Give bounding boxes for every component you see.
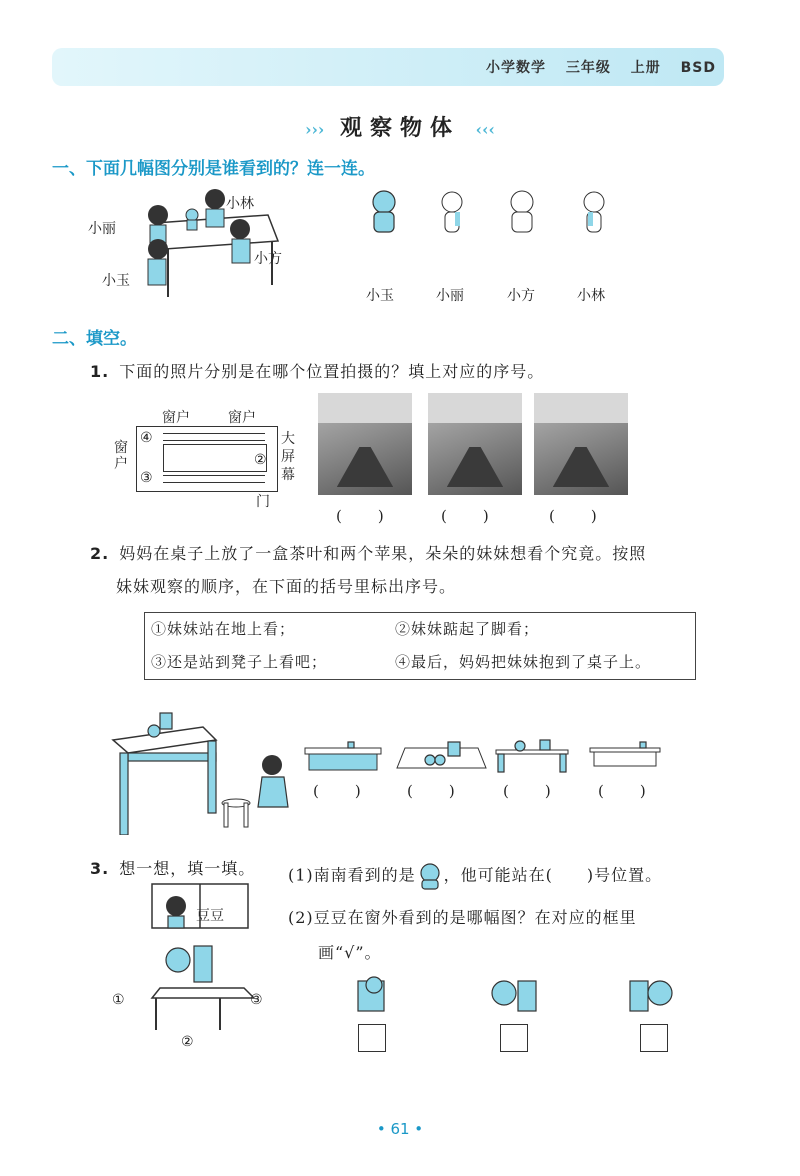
view-ground-level [305, 742, 381, 770]
q3-table-scene [150, 938, 260, 1038]
toy-view-back [511, 191, 533, 232]
toy-front-icon [416, 862, 444, 890]
name-xiaolin: 小林 [226, 196, 254, 212]
toy-view-front [373, 191, 395, 232]
q2-text [90, 541, 646, 564]
q2-blank-2[interactable]: ( ) [407, 782, 457, 800]
toy-views [362, 188, 622, 238]
option-1: 小玉 [366, 288, 394, 304]
q3-part1-b[interactable]: ，他可能站在( )号位置。 [443, 865, 663, 885]
position-4: ④ [140, 430, 153, 446]
q1-prompt: 下面的照片分别是在哪个位置拍摄的？填上对应的序号。 [119, 362, 545, 381]
header-info [472, 57, 716, 77]
q3-part2-line-2: 画“√”。 [318, 943, 382, 962]
header-grade: 三年级 [565, 60, 611, 76]
q2-table-scene [108, 705, 298, 835]
q3-prompt: 想一想，填一填。 [119, 859, 256, 878]
row-seats-top [163, 433, 265, 441]
q2-blank-1[interactable]: ( ) [313, 782, 363, 800]
q3-text [90, 856, 255, 879]
position-3: ③ [140, 470, 153, 486]
q2-step-3: ③还是站到凳子上看吧； [151, 653, 328, 671]
name-doudou: 豆豆 [196, 908, 224, 924]
option-3: 小方 [507, 288, 535, 304]
label-window-top-1: 窗户 [162, 410, 190, 426]
position-1-q3: ① [112, 992, 125, 1008]
q2-number: 2. [90, 544, 110, 563]
q3-part1 [288, 862, 662, 890]
header-edition: BSD [680, 60, 716, 76]
toy-view-side-left [584, 192, 604, 232]
q2-line-2: 妹妹观察的顺序，在下面的括号里标出序号。 [116, 577, 457, 596]
meeting-table [163, 444, 267, 472]
photo-3 [534, 393, 628, 495]
header-subject: 小学数学 [486, 60, 546, 76]
photo-2 [428, 393, 522, 495]
q1-text [90, 359, 544, 382]
q1-blank-2[interactable]: ( ) [441, 507, 491, 525]
name-xiaoli: 小丽 [88, 221, 116, 237]
row-seats-bottom [163, 475, 265, 483]
title-chevron-left: ››› [305, 120, 325, 139]
q3-part2-line-1: (2)豆豆在窗外看到的是哪幅图？在对应的框里 [288, 908, 637, 927]
position-2: ② [254, 452, 267, 468]
section1-heading: 一、下面几幅图分别是谁看到的？连一连。 [52, 159, 375, 179]
q2-step-4: ④最后，妈妈把妹妹抱到了桌子上。 [395, 653, 652, 671]
q2-blank-4[interactable]: ( ) [598, 782, 648, 800]
view-on-table [397, 742, 486, 768]
photo-1 [318, 393, 412, 495]
page-number: • 61 • [376, 1120, 424, 1138]
title-chevron-right: ‹‹‹ [475, 120, 495, 139]
view-front-box [358, 977, 384, 1011]
q3-part1-a: (1)南南看到的是 [288, 865, 416, 885]
section2-heading: 二、填空。 [52, 329, 137, 349]
name-xiaoyu: 小玉 [102, 273, 130, 289]
page-title [0, 111, 800, 142]
view-on-stool [496, 740, 568, 772]
q2-steps-box [144, 612, 696, 680]
view-bear-right [630, 981, 672, 1011]
answer-box-2[interactable] [500, 1024, 528, 1052]
position-3-q3: ③ [250, 992, 263, 1008]
label-screen: 大屏幕 [281, 431, 295, 483]
option-2: 小丽 [436, 288, 464, 304]
q3-view-options [346, 975, 686, 1015]
option-4: 小林 [577, 288, 605, 304]
q2-line-1: 妈妈在桌子上放了一盒茶叶和两个苹果，朵朵的妹妹想看个究竟。按照 [119, 544, 647, 563]
q2-blank-3[interactable]: ( ) [503, 782, 553, 800]
q1-number: 1. [90, 362, 110, 381]
q2-step-2: ②妹妹踮起了脚看； [395, 620, 540, 638]
view-bear-left [492, 981, 536, 1011]
label-door: 门 [256, 494, 270, 510]
header-volume: 上册 [630, 60, 661, 76]
q2-view-options [300, 738, 670, 778]
name-xiaofang: 小方 [254, 251, 282, 267]
page-title-text: 观察物体 [339, 115, 460, 141]
label-window-left: 窗户 [114, 440, 128, 472]
toy-view-side-right [442, 192, 462, 232]
q3-number: 3. [90, 859, 110, 878]
view-tiptoe [590, 742, 660, 766]
answer-box-3[interactable] [640, 1024, 668, 1052]
answer-box-1[interactable] [358, 1024, 386, 1052]
label-window-top-2: 窗户 [228, 410, 256, 426]
q1-blank-3[interactable]: ( ) [549, 507, 599, 525]
position-2-q3: ② [181, 1034, 194, 1050]
q2-step-1: ①妹妹站在地上看； [151, 620, 296, 638]
q1-blank-1[interactable]: ( ) [336, 507, 386, 525]
